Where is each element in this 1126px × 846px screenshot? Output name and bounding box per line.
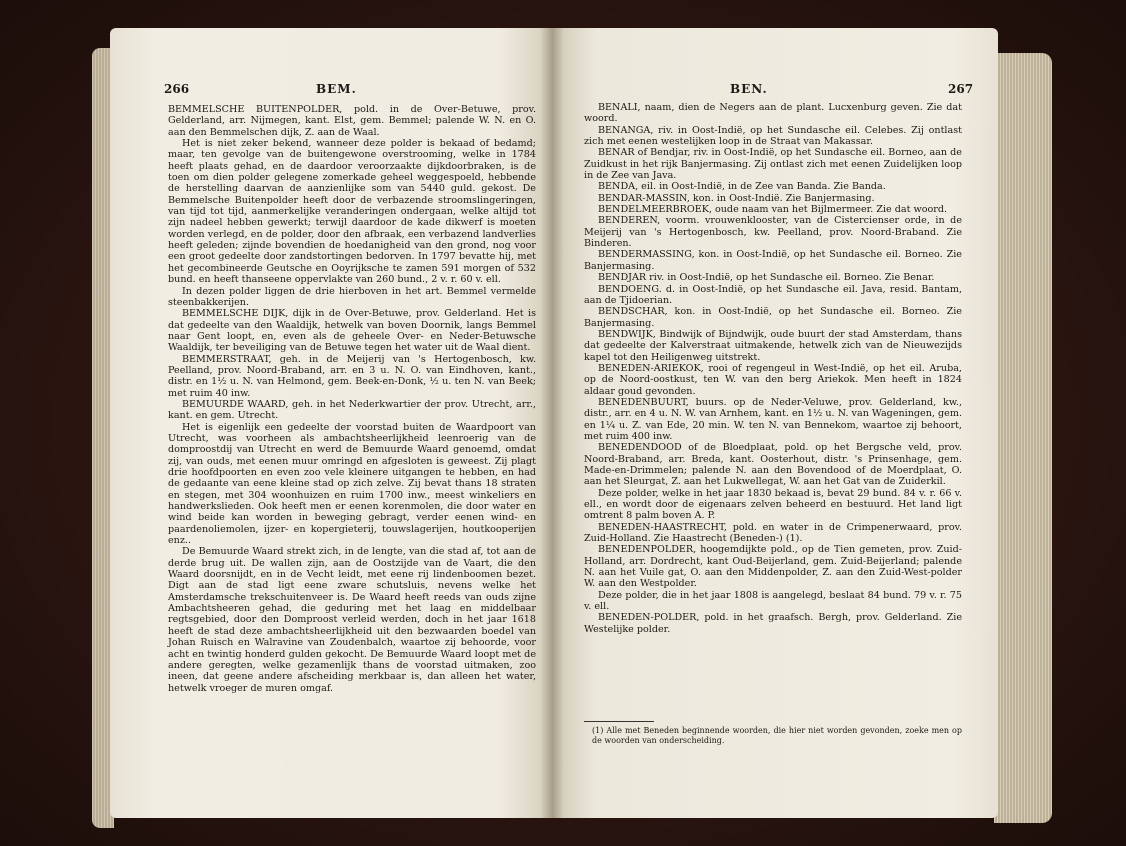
paragraph: BENDAR-MASSIN, kon. in Oost-Indië. Zie Banjermasing.: [598, 192, 875, 204]
paragraph: BEMMELSCHE DIJK, dijk in de Over-Betuwe, prov. Gelderland. Het is dat gedeelte van den Waaldijk, hetwelk van boven Doornik, langs Bemmel naar Gent loopt, en, even als de geheele Over- en Neder-Betuwsche Waaldijk, ter beveiliging van de Betuwe tegen het water uit de Waal dient.: [168, 308, 536, 354]
paragraph: BENEDEN-ARIEKOK, rooi of regengeul in West-Indië, op het eil. Aruba, op de Noord-oostkust, ten W. van den berg Ariekok. Men heeft in 1824 aldaar goud gevonden.: [584, 362, 962, 397]
left-page-number: 266: [164, 82, 190, 96]
right-page-number: 267: [948, 82, 974, 96]
paragraph: BENDA, eil. in Oost-Indië, in de Zee van Banda. Zie Banda.: [598, 181, 886, 193]
paragraph: BENALI, naam, dien de Negers aan de plant. Lucxenburg geven. Zie dat woord.: [584, 102, 962, 125]
paragraph: Het is eigenlijk een gedeelte der voorstad buiten de Waardpoort van Utrecht, was voorheen als ambachtsheerlijkheid leenroerig van de domproostdij van Utrecht en werd de Bemuurde Waard genoemd, omdat zij, van ouds, met eenen muur omringd en afgesloten is geweest. Zij plagt drie hoofdpoorten en even zoo vele kleinere uitgangen te hebben, en had de gedaante van eene kleine stad op zich zelve. Zij bevat thans 18 straten en stegen, met 304 woonhuizen en ruim 1700 inw., meest winkeliers en handwerkslieden. Ook heeft men er eenen korenmolen, die door water en wind beide kan worden in beweging gebragt, verder eenen wind- en paardenoliemolen, ijzer- en kopergieterij, touwslagerijen, houtkooperijen enz..: [168, 421, 536, 547]
paragraph: BENEDEN-HAASTRECHT, pold. en water in de Crimpenerwaard, prov. Zuid-Holland. Zie Haastrecht (Beneden-) (1).: [584, 521, 962, 545]
right-page-body: [584, 102, 962, 635]
paragraph: BENDSCHAR, kon. in Oost-Indië, op het Sundasche eil. Borneo. Zie Banjermasing.: [584, 306, 962, 329]
paragraph: Deze polder, die in het jaar 1808 is aangelegd, beslaat 84 bund. 79 v. r. 75 v. ell.: [584, 589, 962, 613]
left-page-body: [168, 104, 536, 694]
footnote-rule: [584, 721, 654, 722]
paragraph: BENDELMEERBROEK, oude naam van het Bijlmermeer. Zie dat woord.: [598, 204, 948, 216]
paragraph: BEMUURDE WAARD, geh. in het Nederkwartier der prov. Utrecht, arr., kant. en gem. Utrecht.: [168, 398, 536, 422]
right-page-edges: [994, 53, 1052, 823]
paragraph: In dezen polder liggen de drie hierboven in het art. Bemmel vermelde steenbakkerijen.: [168, 285, 536, 308]
right-page: [552, 28, 998, 818]
paragraph: De Bemuurde Waard strekt zich, in de lengte, van die stad af, tot aan de derde brug uit. De wallen zijn, aan de Oostzijde van de Vaart, die den Waard doorsnijdt, en in de Vecht leidt, met eene rij lindenboomen bezet. Digt aan de stad ligt eene zware schutsluis, nevens welke het Amsterdamsche trekschuitenveer is. De Waard heeft reeds van ouds zijne Ambachtsheeren gehad, die geduring met het laag en middelbaar regtsgebied, door den Domproost verleid werden, doch in het jaar 1618 heeft de stad deze ambachtsheerlijkheid uit den bezwaarden boedel van Johan Ruisch en Walravine van Zoudenbalch, waartoe zij behoorde, voor acht en twintig honderd gulden gekocht. De Bemuurde Waard loopt met de andere geregten, welke gezamenlijk thans de voorstad uitmaken, zoo ineen, dat geene andere afscheiding merkbaar is, dan alleen het water, hetwelk vroeger de muren omgaf.: [168, 546, 536, 694]
paragraph: Deze polder, welke in het jaar 1830 bekaad is, bevat 29 bund. 84 v. r. 66 v. ell., en wordt door de eigenaars zelven beheerd en bestuurd. Het land ligt omtrent 8 palm boven A. P.: [584, 487, 962, 522]
paragraph: BENEDEN-POLDER, pold. in het graafsch. Bergh, prov. Gelderland. Zie Westelijke polder.: [584, 612, 962, 635]
paragraph: BEMMELSCHE BUITENPOLDER, pold. in de Over-Betuwe, prov. Gelderland, arr. Nijmegen, kant. Elst, gem. Bemmel; palende W. N. en O. aan den Bemmelschen dijk, Z. aan de Waal.: [168, 104, 536, 138]
paragraph: BENANGA, riv. in Oost-Indië, op het Sundasche eil. Celebes. Zij ontlast zich met eenen westelijken loop in de Straat van Makassar.: [584, 124, 962, 148]
right-page-header: BEN.: [730, 82, 768, 96]
footnote: (1) Alle met Beneden beginnende woorden, die hier niet worden gevonden, zoeke men op de woorden van onderscheiding.: [592, 726, 962, 745]
paragraph: BEMMERSTRAAT, geh. in de Meijerij van 's Hertogenbosch, kw. Peelland, prov. Noord-Braband, arr. en 3 u. N. O. van Eindhoven, kant., distr. en 1½ u. N. van Helmond, gem. Beek-en-Donk, ½ u. ten N. van Beek; met ruim 40 inw.: [168, 353, 536, 399]
paragraph: BENEDENBUURT, buurs. op de Neder-Veluwe, prov. Gelderland, kw., distr., arr. en 4 u. N. W. van Arnhem, kant. en 1½ u. N. van Wageningen, gem. en 1¼ u. Z. van Ede, 20 min. W. ten N. van Bennekom, waartoe zij behoort, met ruim 400 inw.: [584, 396, 962, 442]
book-gutter: [540, 28, 564, 818]
paragraph: BENDJAR riv. in Oost-Indië, op het Sundasche eil. Borneo. Zie Benar.: [598, 272, 935, 284]
paragraph: Het is niet zeker bekend, wanneer deze polder is bekaad of bedamd; maar, ten gevolge van de buitengewone overstrooming, welke in 1784 heeft plaats gehad, en de daardoor veroorzaakte dijkdoorbraken, is de toen om dien polder gelegene zomerkade geheel weggespoeld, hebbende de herstelling daarvan de aanzienlijke som van 5440 guld. gekost. De Bemmelsche Buitenpolder heeft door de verbazende stroomslingeringen, van tijd tot tijd, aanmerkelijke veranderingen ondergaan, welke altijd tot zijn nadeel hebben gewerkt; terwijl daardoor de kade dikwerf is moeten worden verlegd, en de polder, door den afbraak, een verbazend landverlies heeft geleden; zijnde bovendien de hoedanigheid van den grond, nog voor een groot gedeelte door zandstortingen bedorven. In 1797 bevatte hij, met het gecombineerde Geutsche en Ooyrijksche te zamen 591 morgen of 532 bund. en heeft thanseene oppervlakte van 260 bund., 2 v. r. 60 v. ell.: [168, 138, 536, 286]
paragraph: BENDEREN, voorm. vrouwenklooster, van de Cistercienser orde, in de Meijerij van 's Hertogenbosch, kw. Peelland, prov. Noord-Braband. Zie Binderen.: [584, 215, 962, 250]
paragraph: BENDOENG. d. in Oost-Indië, op het Sundasche eil. Java, resid. Bantam, aan de Tjidoerian.: [584, 283, 962, 306]
open-book: [92, 18, 1052, 833]
paragraph: BENDWIJK, Bindwijk of Bijndwijk, oude buurt der stad Amsterdam, thans dat gedeelte der Kalverstraat uitmakende, hetwelk zich van de Nieuwezijds kapel tot den Heiligenweg uitstrekt.: [584, 328, 962, 363]
left-page: [110, 28, 552, 818]
paragraph: BENDERMASSING, kon. in Oost-Indië, op het Sundasche eil. Borneo. Zie Banjermasing.: [584, 249, 962, 272]
paragraph: BENEDENDOOD of de Bloedplaat, pold. op het Bergsche veld, prov. Noord-Braband, arr. Breda, kant. Oosterhout, distr. 's Prinsenhage, gem. Made-en-Drimmelen; palende N. aan den Bovendood of de Moerdplaat, O. aan het Sleurgat, Z. aan het Lukwellegat, W. aan het Gat van de Zuiderkil.: [584, 442, 962, 488]
paragraph: BENAR of Bendjar, riv. in Oost-Indië, op het Sundasche eil. Borneo, aan de Zuidkust in het rijk Banjermasing. Zij ontlast zich met eenen Zuidelijken loop in de Zee van Java.: [584, 147, 962, 182]
left-page-header: BEM.: [316, 82, 357, 96]
paragraph: BENEDENPOLDER, hoogemdijkte pold., op de Tien gemeten, prov. Zuid-Holland, arr. Dordrecht, kant Oud-Beijerland, gem. Zuid-Beijerland; palende N. aan het Vuile gat, O. aan den Middenpolder, Z. aan den Zuid-West-polder W. aan den Westpolder.: [584, 544, 962, 590]
